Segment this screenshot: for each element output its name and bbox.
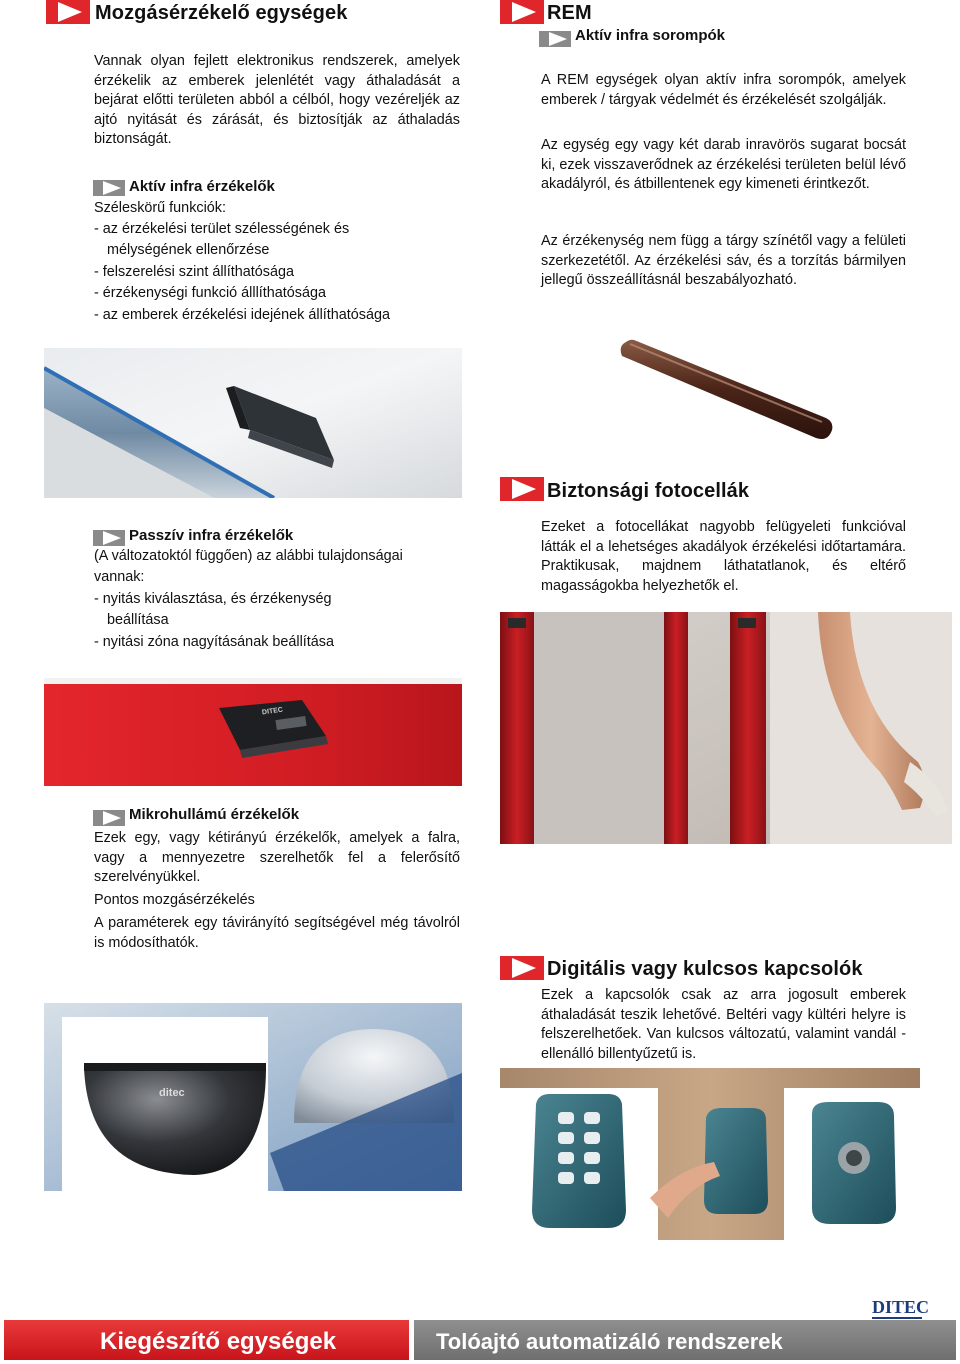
passive-infra-sensor-photo	[44, 678, 462, 786]
list-item: (A változatoktól függően) az alábbi tulajdonságai	[94, 548, 403, 564]
red-arrow-flag-icon	[46, 0, 90, 24]
microwave-paragraph-1: Ezek egy, vagy kétirányú érzékelők, amelyek a falra, vagy a mennyezetre szerelhetők fel a felerősítő szerelvényükkel.	[94, 830, 460, 886]
list-item: beállítása	[107, 612, 169, 629]
red-arrow-flag-icon	[500, 477, 544, 501]
gray-arrow-flag-icon	[93, 180, 125, 196]
intro-paragraph: Vannak olyan fejlett elektronikus rendszerek, amelyek érzékelik az emberek jelenlétét vagy áthaladását a bejárat előtti területen abból a célból, hogy vezéreljék az ajtó nyitását és zárását, és biztosítják az áthaladás biztonságát.	[94, 53, 460, 148]
list-item: - az érzékelési terület szélességének és	[94, 221, 350, 237]
switches-paragraph: Ezek a kapcsolók csak az arra jogosult emberek áthaladását teszik lehetővé. Beltéri vagy kültéri helyre is felszerelhetőek. Van kulcsos változatú, valamint vandál - ellenálló billentyűzetű is.	[541, 987, 906, 1062]
list-item: - nyitás kiválasztása, és érzékenység	[94, 590, 332, 607]
list-item: mélységének ellenőrzése	[107, 242, 270, 259]
heading-microwave: Mikrohullámú érzékelők	[129, 806, 300, 823]
heading-active-infra: Aktív infra érzékelők	[129, 178, 275, 195]
sensor-brand-label: DITEC	[261, 706, 284, 717]
rem-paragraph-3: Az érzékenység nem függ a tárgy színétől vagy a felületi szerkezetétől. Az érzékelési sáv, és a torzítás bármilyen jellegű összeállításnál beszabályozható.	[541, 233, 906, 289]
dome-brand-label: ditec	[159, 1087, 185, 1099]
list-item: vannak:	[94, 569, 145, 586]
active-feature-list	[94, 219, 390, 326]
heading-passive-infra: Passzív infra érzékelők	[129, 527, 294, 544]
microwave-sensor-photo	[44, 1003, 462, 1191]
microwave-paragraph-2: Pontos mozgásérzékelés	[94, 892, 255, 908]
gray-arrow-flag-icon	[93, 810, 125, 826]
rem-paragraph-2: Az egység egy vagy két darab inravörös sugarat bocsát ki, ezek visszaverődnek az érzékelési területen belül lévő akadályról, és átbillentenek egy kimeneti érintkezőt.	[541, 137, 906, 193]
keypad-switches-photo	[500, 1068, 920, 1240]
active-infra-sensor-photo	[44, 348, 462, 498]
footer-left-text: Kiegészítő egységek	[100, 1328, 337, 1355]
rem-barrier-photo	[600, 330, 850, 460]
gray-arrow-flag-icon	[93, 530, 125, 546]
rem-subtitle: Aktív infra sorompók	[575, 27, 726, 44]
active-lead: Széleskörű funkciók:	[94, 200, 226, 216]
red-arrow-flag-icon	[500, 956, 544, 980]
microwave-paragraph-3: A paraméterek egy távirányító segítségével még távolról is módosíthatók.	[94, 915, 460, 951]
photocells-photo	[500, 612, 952, 844]
list-item: - érzékenységi funkció álllíthatósága	[94, 285, 326, 302]
rem-paragraph-1: A REM egységek olyan aktív infra sorompók, amelyek emberek / tárgyak védelmét és érzékelését szolgálják.	[541, 72, 906, 108]
footer-right-band	[414, 1320, 956, 1360]
list-item: - az emberek érzékelési idejének állíthatósága	[94, 306, 390, 323]
photocells-paragraph: Ezeket a fotocellákat nagyobb felügyeleti funkcióval látták el a lehetséges akadályok érzékelési időtartamára. Praktikusak, majdnem láthatatlanok, és eltérő magasságokba helyezhetők el.	[541, 519, 906, 594]
section-title-switches: Digitális vagy kulcsos kapcsolók	[547, 958, 863, 980]
section-title-motion-sensors: Mozgásérzékelő egységek	[95, 2, 348, 24]
logo-name: DITEC	[872, 1297, 930, 1317]
list-item: - nyitási zóna nagyításának beállítása	[94, 633, 334, 650]
red-arrow-flag-icon	[500, 0, 544, 24]
gray-arrow-flag-icon	[539, 31, 571, 47]
footer-left-band	[4, 1320, 409, 1360]
passive-feature-list	[94, 546, 403, 653]
section-title-rem: REM	[547, 2, 592, 24]
footer-banner	[4, 1316, 956, 1360]
list-item: - felszerelési szint állíthatósága	[94, 263, 294, 280]
section-title-photocells: Biztonsági fotocellák	[547, 480, 750, 502]
footer-right-text: Tolóajtó automatizáló rendszerek	[436, 1329, 783, 1354]
